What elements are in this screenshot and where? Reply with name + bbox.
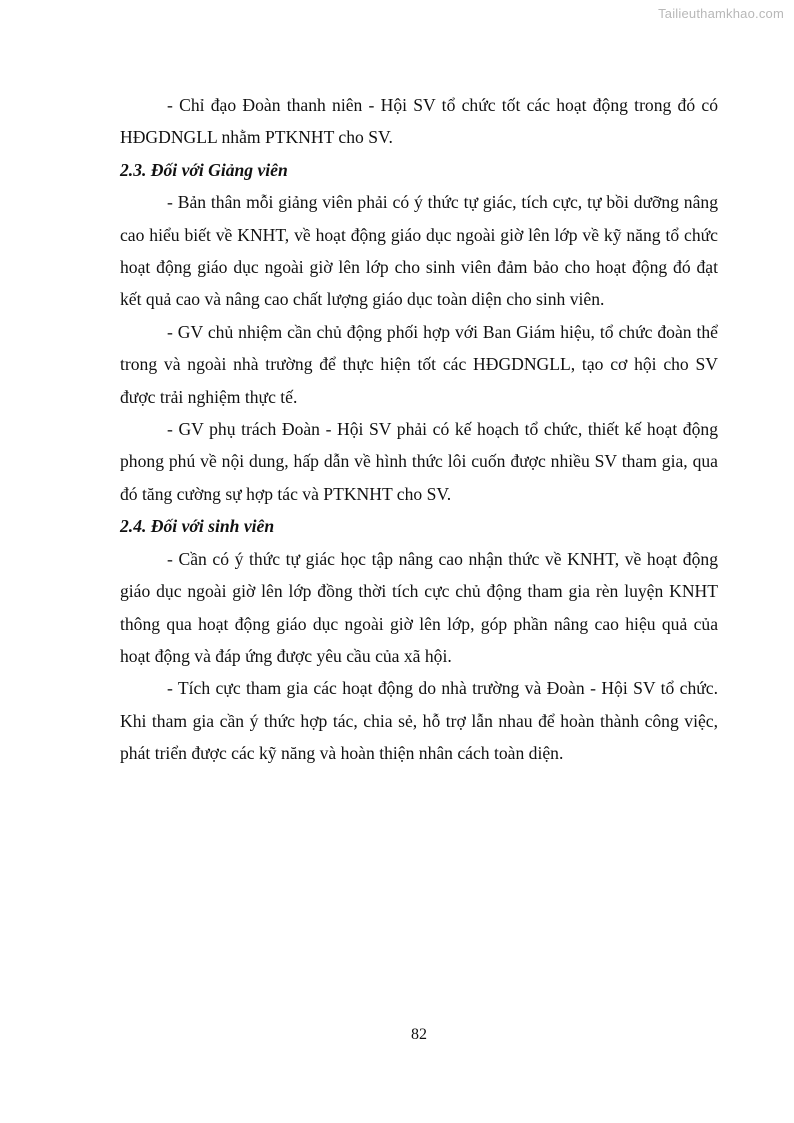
section-heading-students: 2.4. Đối với sinh viên [120,516,275,537]
paragraph-student-participation: - Tích cực tham gia các hoạt động do nhà trường và Đoàn - Hội SV tổ chức. Khi tham gia cần ý thức hợp tác, chia sẻ, hỗ trợ lẫn nhau để hoàn thành công việc, phát triển được các kỹ năng và hoàn thiện nhân cách toàn diện. [120,678,718,764]
section-heading-lecturers: 2.3. Đối với Giảng viên [120,159,288,180]
watermark: Tailieuthamkhao.com [658,6,784,21]
paragraph-lecturer-self-study: - Bản thân mỗi giảng viên phải có ý thức tự giác, tích cực, tự bồi dưỡng nâng cao hiểu biết về KNHT, về hoạt động giáo dục ngoài giờ lên lớp về kỹ năng tổ chức hoạt động giáo dục ngoài giờ lên lớp cho sinh viên đảm bảo cho hoạt động đó đạt kết quả cao và nâng cao chất lượng giáo dục toàn diện cho sinh viên. [120,192,718,310]
page-number: 82 [411,1026,427,1043]
paragraph-directive: - Chỉ đạo Đoàn thanh niên - Hội SV tổ chức tốt các hoạt động trong đó có HĐGDNGLL nhằm PTKNHT cho SV. [120,95,718,148]
paragraph-homeroom-teacher: - GV chủ nhiệm cần chủ động phối hợp với Ban Giám hiệu, tổ chức đoàn thể trong và ngoài nhà trường để thực hiện tốt các HĐGDNGLL, tạo cơ hội cho SV được trải nghiệm thực tế. [120,321,718,407]
paragraph-union-advisor: - GV phụ trách Đoàn - Hội SV phải có kế hoạch tổ chức, thiết kế hoạt động phong phú về nội dung, hấp dẫn về hình thức lôi cuốn được nhiều SV tham gia, qua đó tăng cường sự hợp tác và PTKNHT cho SV. [120,419,718,504]
paragraph-student-awareness: - Cần có ý thức tự giác học tập nâng cao nhận thức về KNHT, về hoạt động giáo dục ngoài giờ lên lớp đồng thời tích cực chủ động tham gia rèn luyện KNHT thông qua hoạt động giáo dục ngoài giờ lên lớp, góp phần nâng cao hiệu quả của hoạt động và đáp ứng được yêu cầu của xã hội. [120,548,718,666]
document-body [120,89,718,770]
